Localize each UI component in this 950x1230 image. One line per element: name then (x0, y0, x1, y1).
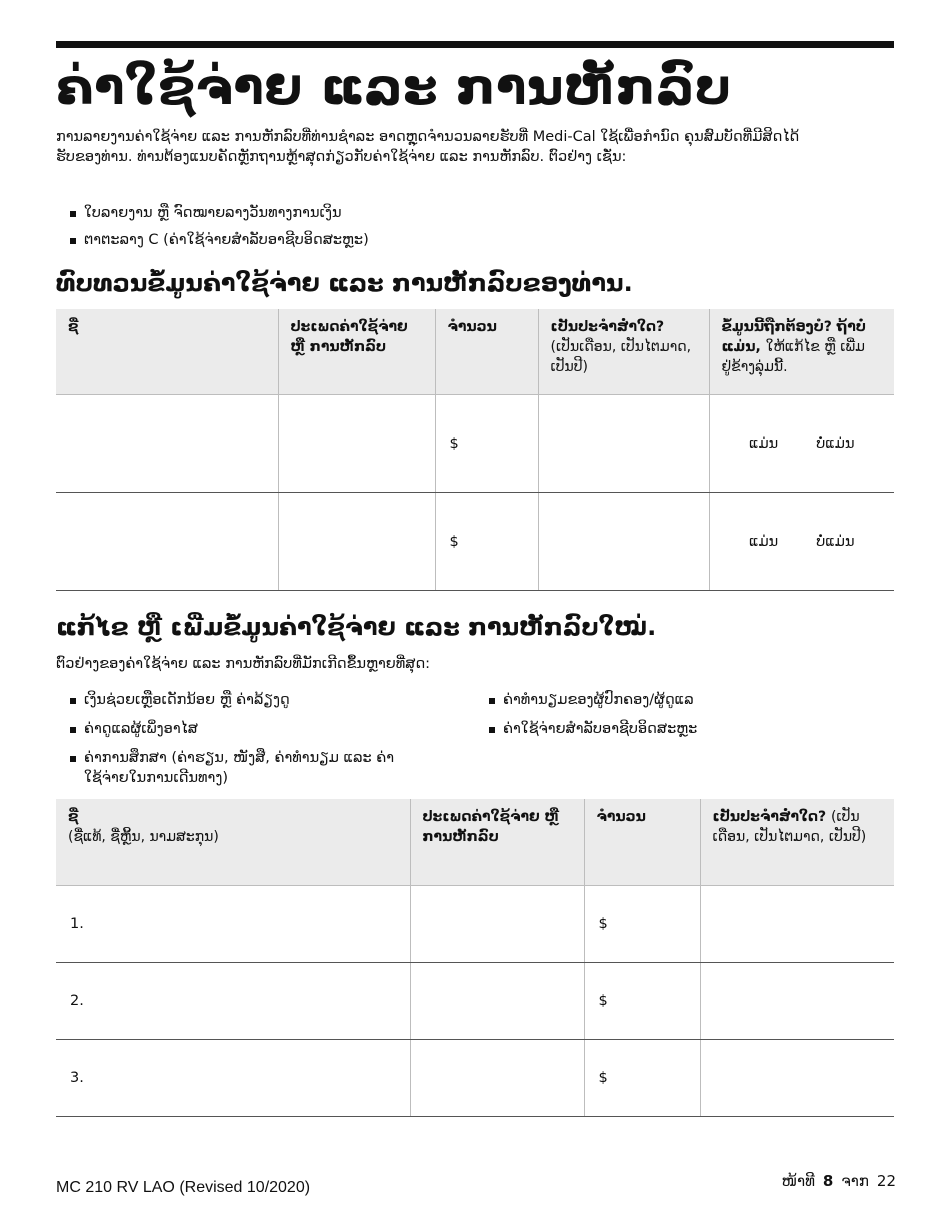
amount-cell[interactable]: $ (584, 886, 700, 963)
correct-cell (709, 493, 894, 591)
column-header-frequency: ເປັນປະຈຳສ່ຳໃດ? (ເປັນເດືອນ, ເປັນໄຕມາດ, ເປັນປີ) (700, 799, 894, 886)
common-examples-right (489, 690, 829, 748)
no-option[interactable]: ບໍ່ແມ່ນ (816, 533, 855, 550)
edit-section-subheading: ຕົວຢ່າງຂອງຄ່າໃຊ້ຈ່າຍ ແລະ ການຫັກລົບທີ່ມັກເກີດຂຶ້ນຫຼາຍທີ່ສຸດ: (56, 656, 431, 672)
amount-cell[interactable]: $ (435, 493, 538, 591)
type-cell[interactable] (278, 493, 435, 591)
list-item: ຕາຕະລາງ C (ຄ່າໃຊ້ຈ່າຍສຳລັບອາຊີບອິດສະຫຼະ) (70, 230, 770, 250)
table-header-row (56, 799, 894, 886)
frequency-cell[interactable] (538, 493, 709, 591)
type-cell[interactable] (410, 886, 584, 963)
list-item: ຄ່າໃຊ້ຈ່າຍສຳລັບອາຊີບອິດສະຫຼະ (489, 719, 829, 739)
column-header-amount: ຈຳນວນ (584, 799, 700, 886)
list-item: ຄ່າທຳນຽມຂອງຜູ້ປົກຄອງ/ຜູ້ດູແລ (489, 690, 829, 710)
column-header-amount: ຈຳນວນ (435, 309, 538, 395)
frequency-cell[interactable] (538, 395, 709, 493)
top-rule (56, 41, 894, 48)
review-section-heading: ທົບທວນຂໍ້ມູນຄ່າໃຊ້ຈ່າຍ ແລະ ການຫັກລົບຂອງທ່ານ. (56, 269, 633, 297)
table-row (56, 886, 894, 963)
edit-table (56, 799, 894, 1117)
type-cell[interactable] (278, 395, 435, 493)
frequency-cell[interactable] (700, 886, 894, 963)
intro-example-list (70, 203, 770, 257)
review-table (56, 309, 894, 591)
amount-cell[interactable]: $ (584, 963, 700, 1040)
table-row (56, 1040, 894, 1117)
table-row (56, 493, 894, 591)
list-item: ໃບລາຍງານ ຫຼື ຈົດໝາຍລາງວັນທາງການເງິນ (70, 203, 770, 223)
of-label: ຈາກ (841, 1172, 869, 1190)
amount-cell[interactable]: $ (435, 395, 538, 493)
common-examples-left (70, 690, 410, 797)
no-option[interactable]: ບໍ່ແມ່ນ (816, 435, 855, 452)
name-cell[interactable]: 3. (56, 1040, 410, 1117)
total-pages: 22 (876, 1172, 896, 1190)
correct-cell (709, 395, 894, 493)
frequency-cell[interactable] (700, 963, 894, 1040)
name-cell[interactable]: 1. (56, 886, 410, 963)
column-header-name: ຊື່ (56, 309, 278, 395)
page-indicator (782, 1172, 896, 1190)
page-title: ຄ່າໃຊ້ຈ່າຍ ແລະ ການຫັກລົບ (56, 58, 732, 116)
type-cell[interactable] (410, 1040, 584, 1117)
name-cell[interactable] (56, 395, 278, 493)
column-header-frequency: ເປັນປະຈຳສ່ຳໃດ? (ເປັນເດືອນ, ເປັນໄຕມາດ, ເປັນປີ) (538, 309, 709, 395)
name-cell[interactable]: 2. (56, 963, 410, 1040)
edit-section-heading: ແກ້ໄຂ ຫຼື ເພີ່ມຂໍ້ມູນຄ່າໃຊ້ຈ່າຍ ແລະ ການຫັກລົບໃໝ່. (56, 613, 657, 641)
list-item: ຄ່າດູແລຜູ້ເພິ່ງອາໄສ (70, 719, 410, 739)
column-header-correct: ຂໍ້ມູນນີ້ຖືກຕ້ອງບໍ? ຖ້າບໍ່ແມ່ນ, ໃຫ້ແກ້ໄຂ ຫຼື ເພີ່ມຢູ່ຂ້າງລຸ່ມນີ້. (709, 309, 894, 395)
column-header-type: ປະເພດຄ່າໃຊ້ຈ່າຍ ຫຼື ການຫັກລົບ (278, 309, 435, 395)
intro-paragraph: ການລາຍງານຄ່າໃຊ້ຈ່າຍ ແລະ ການຫັກລົບທີ່ທ່ານຊຳລະ ອາດຫຼຸດຈຳນວນລາຍຮັບທີ່ Medi-Cal ໃຊ້ເພື່ອກຳນົດ ຄຸນສົມບັດທີ່ມີສິດໄດ້ຮັບຂອງທ່ານ. ທ່ານຕ້ອງແນບຄັດຫຼັກຖານຫຼ້າສຸດກ່ຽວກັບຄ່າໃຊ້ຈ່າຍ ແລະ ການຫັກລົບ. ຕົວຢ່າງ ເຊັ່ນ: (56, 129, 800, 165)
table-row (56, 395, 894, 493)
name-cell[interactable] (56, 493, 278, 591)
type-cell[interactable] (410, 963, 584, 1040)
page-number: 8 (822, 1172, 834, 1190)
page-label: ໜ້າທີ (781, 1172, 815, 1190)
form-id: MC 210 RV LAO (Revised 10/2020) (56, 1179, 311, 1196)
column-header-type: ປະເພດຄ່າໃຊ້ຈ່າຍ ຫຼື ການຫັກລົບ (410, 799, 584, 886)
table-row (56, 963, 894, 1040)
table-header-row (56, 309, 894, 395)
column-header-name: ຊື່ (ຊື່ແທ້, ຊື່ຫຼິ້ນ, ນາມສະກຸນ) (56, 799, 410, 886)
yes-option[interactable]: ແມ່ນ (748, 435, 779, 452)
list-item: ຄ່າການສຶກສາ (ຄ່າຮຽນ, ໜັງສື, ຄ່າທຳນຽມ ແລະ ຄ່າໃຊ້ຈ່າຍໃນການເດີນທາງ) (70, 748, 410, 788)
list-item: ເງິນຊ່ວຍເຫຼືອເດັກນ້ອຍ ຫຼື ຄ່າລ້ຽງດູ (70, 690, 410, 710)
yes-option[interactable]: ແມ່ນ (748, 533, 779, 550)
frequency-cell[interactable] (700, 1040, 894, 1117)
amount-cell[interactable]: $ (584, 1040, 700, 1117)
